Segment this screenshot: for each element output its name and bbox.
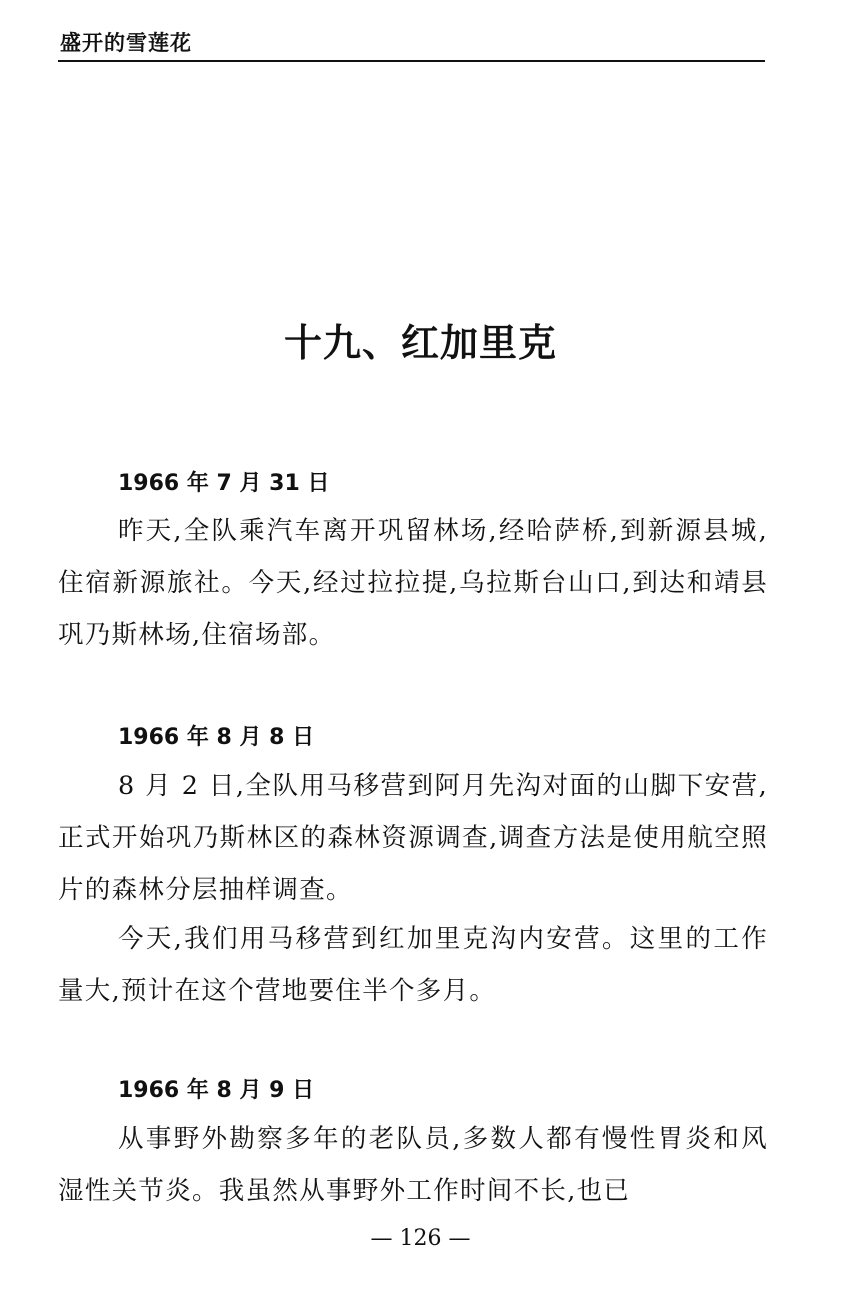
- entry-date: 1966 年 8 月 8 日: [118, 725, 315, 750]
- entry-paragraph: 8 月 2 日,全队用马移营到阿月先沟对面的山脚下安营,正式开始巩乃斯林区的森林资源调查,调查方法是使用航空照片的森林分层抽样调查。: [58, 771, 768, 905]
- running-head: 盛开的雪莲花: [60, 31, 192, 55]
- entry-paragraph: 昨天,全队乘汽车离开巩留林场,经哈萨桥,到新源县城,住宿新源旅社。今天,经过拉拉提,乌拉斯台山口,到达和靖县巩乃斯林场,住宿场部。: [58, 516, 768, 650]
- entry-date: 1966 年 7 月 31 日: [118, 471, 330, 496]
- header-rule: [58, 60, 765, 62]
- page-number: — 126 —: [370, 1226, 471, 1251]
- chapter-title: 十九、红加里克: [283, 320, 557, 365]
- entry-paragraph: 从事野外勘察多年的老队员,多数人都有慢性胃炎和风湿性关节炎。我虽然从事野外工作时间不长,也已: [58, 1124, 768, 1206]
- entry-paragraph: 今天,我们用马移营到红加里克沟内安营。这里的工作量大,预计在这个营地要住半个多月。: [58, 924, 768, 1006]
- entry-date: 1966 年 8 月 9 日: [118, 1078, 315, 1103]
